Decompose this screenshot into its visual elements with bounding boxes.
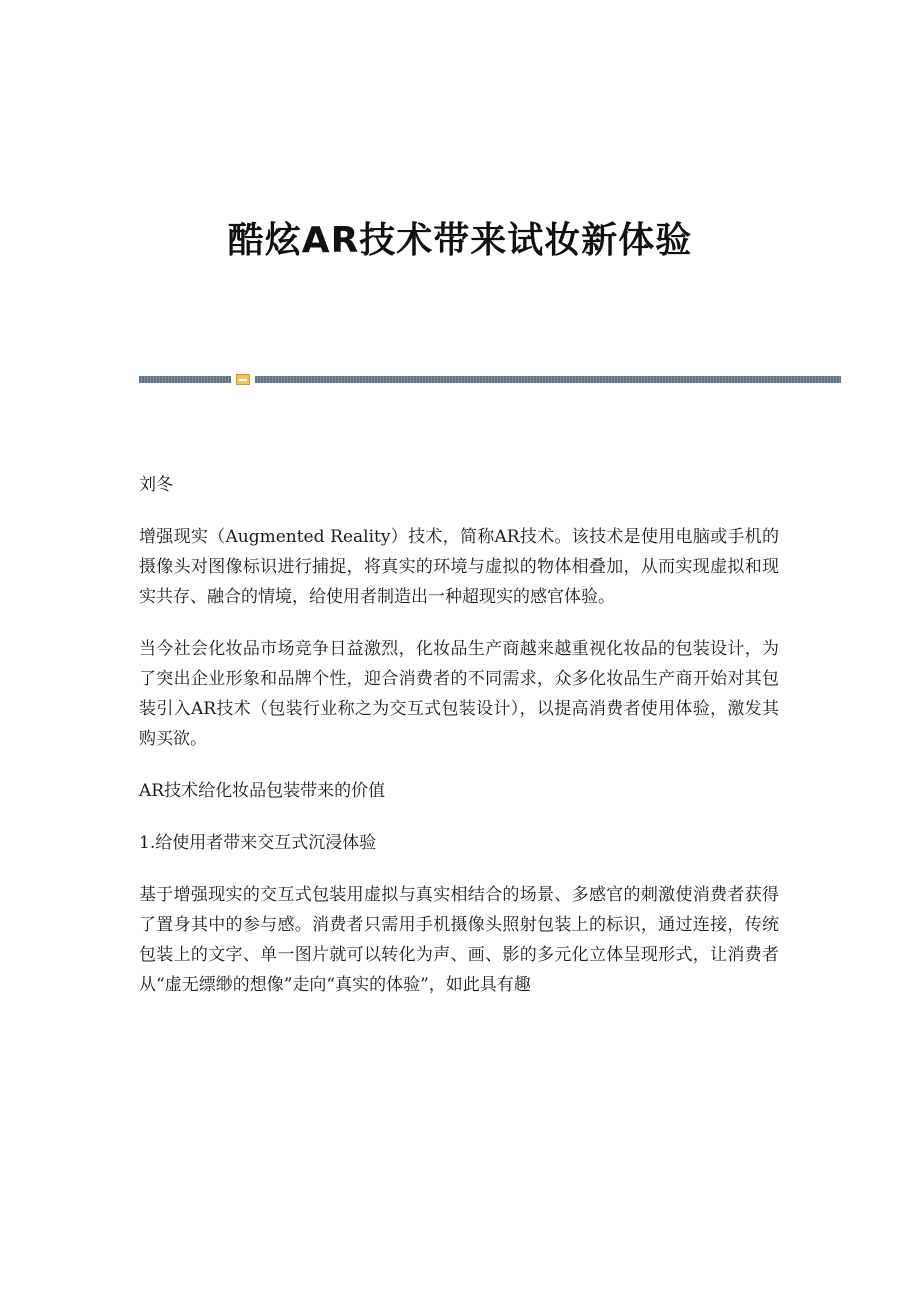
paragraph-intro: 增强现实（Augmented Reality）技术，简称AR技术。该技术是使用电脑或手机的摄像头对图像标识进行捕捉，将真实的环境与虚拟的物体相叠加，从而实现虚拟和现实共存、融合的情境，给使用者制造出一种超现实的感官体验。 bbox=[139, 527, 779, 607]
divider-bar-right bbox=[255, 376, 841, 383]
subsection-heading: 1.给使用者带来交互式沉浸体验 bbox=[139, 833, 377, 853]
author-name: 刘冬 bbox=[139, 475, 173, 495]
divider-bar-left bbox=[139, 376, 231, 383]
paragraph-market: 当今社会化妆品市场竞争日益激烈，化妆品生产商越来越重视化妆品的包装设计，为了突出企业形象和品牌个性，迎合消费者的不同需求，众多化妆品生产商开始对其包装引入AR技术（包装行业称之为交互式包装设计），以提高消费者使用体验，激发其购买欲。 bbox=[139, 639, 779, 749]
divider-ornament-icon bbox=[236, 374, 250, 385]
section-heading: AR技术给化妆品包装带来的价值 bbox=[139, 781, 386, 801]
document-title: 酷炫AR技术带来试妆新体验 bbox=[227, 220, 693, 261]
paragraph-immersive: 基于增强现实的交互式包装用虚拟与真实相结合的场景、多感官的刺激使消费者获得了置身其中的参与感。消费者只需用手机摄像头照射包装上的标识，通过连接，传统包装上的文字、单一图片就可以转化为声、画、影的多元化立体呈现形式，让消费者从“虚无缥缈的想像”走向“真实的体验”，如此具有趣 bbox=[139, 885, 779, 995]
title-divider bbox=[139, 374, 841, 386]
document-body bbox=[139, 470, 779, 1000]
